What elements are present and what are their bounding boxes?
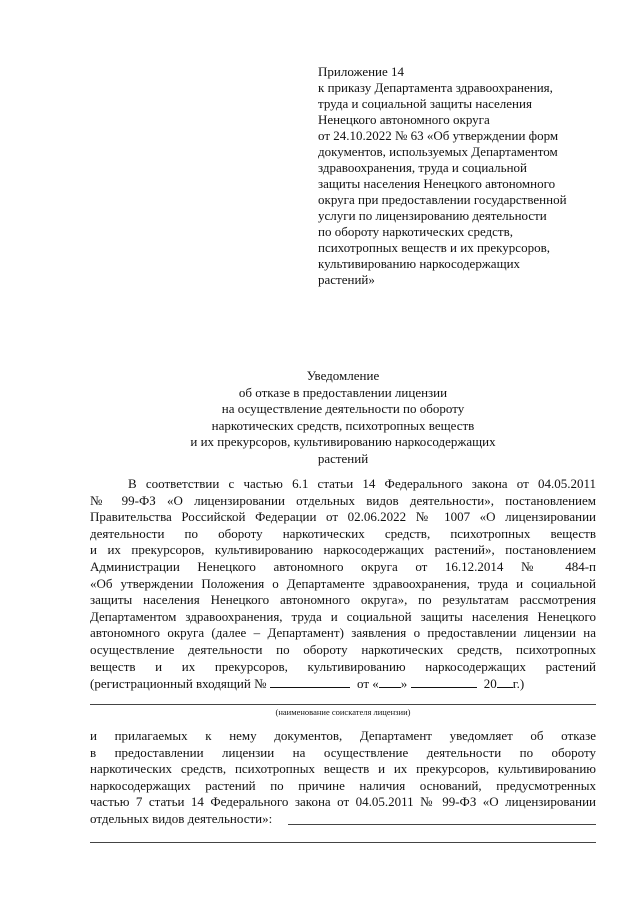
paragraph-first-line: В соответствии с частью 6.1 статьи 14 Федерального закона от 04.05.2011 [128, 476, 596, 491]
registration-number-field[interactable] [270, 675, 350, 688]
title-line: об отказе в предоставлении лицензии [238, 384, 448, 400]
appendix-line: по обороту наркотических средств, [318, 224, 514, 239]
paragraph-line: Департаментом здравоохранения, труда и социальной защиты населения Ненецкого [90, 608, 596, 624]
paragraph-line: и прилагаемых к нему документов, Департамент уведомляет об отказе [90, 728, 596, 743]
registration-from-label: от « [356, 676, 379, 692]
registration-line [90, 675, 596, 693]
appendix-line: к приказу Департамента здравоохранения, [318, 80, 553, 95]
reasons-label: отдельных видов деятельности»: [90, 810, 273, 826]
appendix-line: защиты населения Ненецкого автономного [318, 176, 556, 191]
registration-suffix: г.) [512, 676, 525, 692]
paragraph-line: Правительства Российской Федерации от 02.06.2022 № 1007 «О лицензировании [90, 509, 596, 525]
paragraph-last-line [90, 811, 596, 828]
paragraph-line: в предоставлении лицензии на осуществление деятельности по обороту [90, 744, 596, 760]
document-title [90, 368, 596, 467]
appendix-header [318, 64, 608, 288]
title-line: Уведомление [306, 368, 380, 383]
appendix-line: культивированию наркосодержащих [318, 256, 521, 271]
appendix-line: труда и социальной защиты населения [318, 96, 532, 111]
appendix-line: Приложение 14 [318, 64, 405, 79]
paragraph-line: деятельности по обороту наркотических средств, психотропных веществ [90, 525, 596, 541]
appendix-line: округа при предоставлении государственной [318, 192, 567, 207]
paragraph-line: наркотических средств, психотропных веществ и их прекурсоров, культивированию [90, 761, 596, 777]
registration-month-field[interactable] [411, 675, 477, 688]
paragraph-line: «Об утверждении Положения о Департаменте здравоохранения, труда и социальной [90, 575, 596, 591]
registration-year-prefix: 20 [483, 676, 497, 692]
paragraph-line: и их прекурсоров, культивированию наркосодержащих растений», постановлением [90, 542, 596, 558]
appendix-line: услуги по лицензированию деятельности [318, 208, 547, 223]
paragraph-line: № 99-ФЗ «О лицензировании отдельных видов деятельности», постановлением [90, 492, 596, 508]
paragraph-line: Администрации Ненецкого автономного округа от 16.12.2014 № 484-п [90, 558, 596, 574]
registration-prefix: (регистрационный входящий № [90, 676, 267, 692]
applicant-name-caption: (наименование соискателя лицензии) [275, 707, 411, 717]
appendix-line: документов, используемых Департаментом [318, 144, 558, 159]
appendix-line: здравоохранения, труда и социальной [318, 160, 527, 175]
reasons-field[interactable] [288, 824, 596, 825]
registration-year-field[interactable] [497, 675, 513, 688]
appendix-line: психотропных веществ и их прекурсоров, [318, 240, 550, 255]
paragraph-line: автономного округа (далее – Департамент) заявления о предоставлении лицензии на [90, 625, 596, 641]
applicant-name-field[interactable] [90, 704, 596, 705]
title-line: на осуществление деятельности по обороту [221, 401, 465, 416]
appendix-line: растений» [318, 272, 375, 287]
paragraph-line: веществ и их прекурсоров, культивированию наркосодержащих растений [90, 658, 596, 674]
paragraph-refusal [90, 728, 596, 828]
appendix-line: Ненецкого автономного округа [318, 112, 490, 127]
registration-day-field[interactable] [379, 675, 401, 688]
paragraph-line: осуществление деятельности по обороту наркотических средств, психотропных [90, 641, 596, 657]
registration-quote: » [400, 676, 408, 692]
reasons-field-continued[interactable] [90, 842, 596, 843]
title-line: наркотических средств, психотропных веществ [211, 417, 475, 433]
paragraph-line: частью 7 статьи 14 Федерального закона от 04.05.2011 № 99-ФЗ «О лицензировании [90, 794, 596, 810]
paragraph-legal-basis [90, 476, 596, 693]
title-line: и их прекурсоров, культивированию наркосодержащих [190, 434, 496, 449]
appendix-line: от 24.10.2022 № 63 «Об утверждении форм [318, 128, 559, 143]
title-line: растений [317, 450, 369, 466]
paragraph-line: защиты населения Ненецкого автономного округа», по результатам рассмотрения [90, 592, 596, 608]
paragraph-line: наркосодержащих растений по причине наличия оснований, предусмотренных [90, 777, 596, 793]
